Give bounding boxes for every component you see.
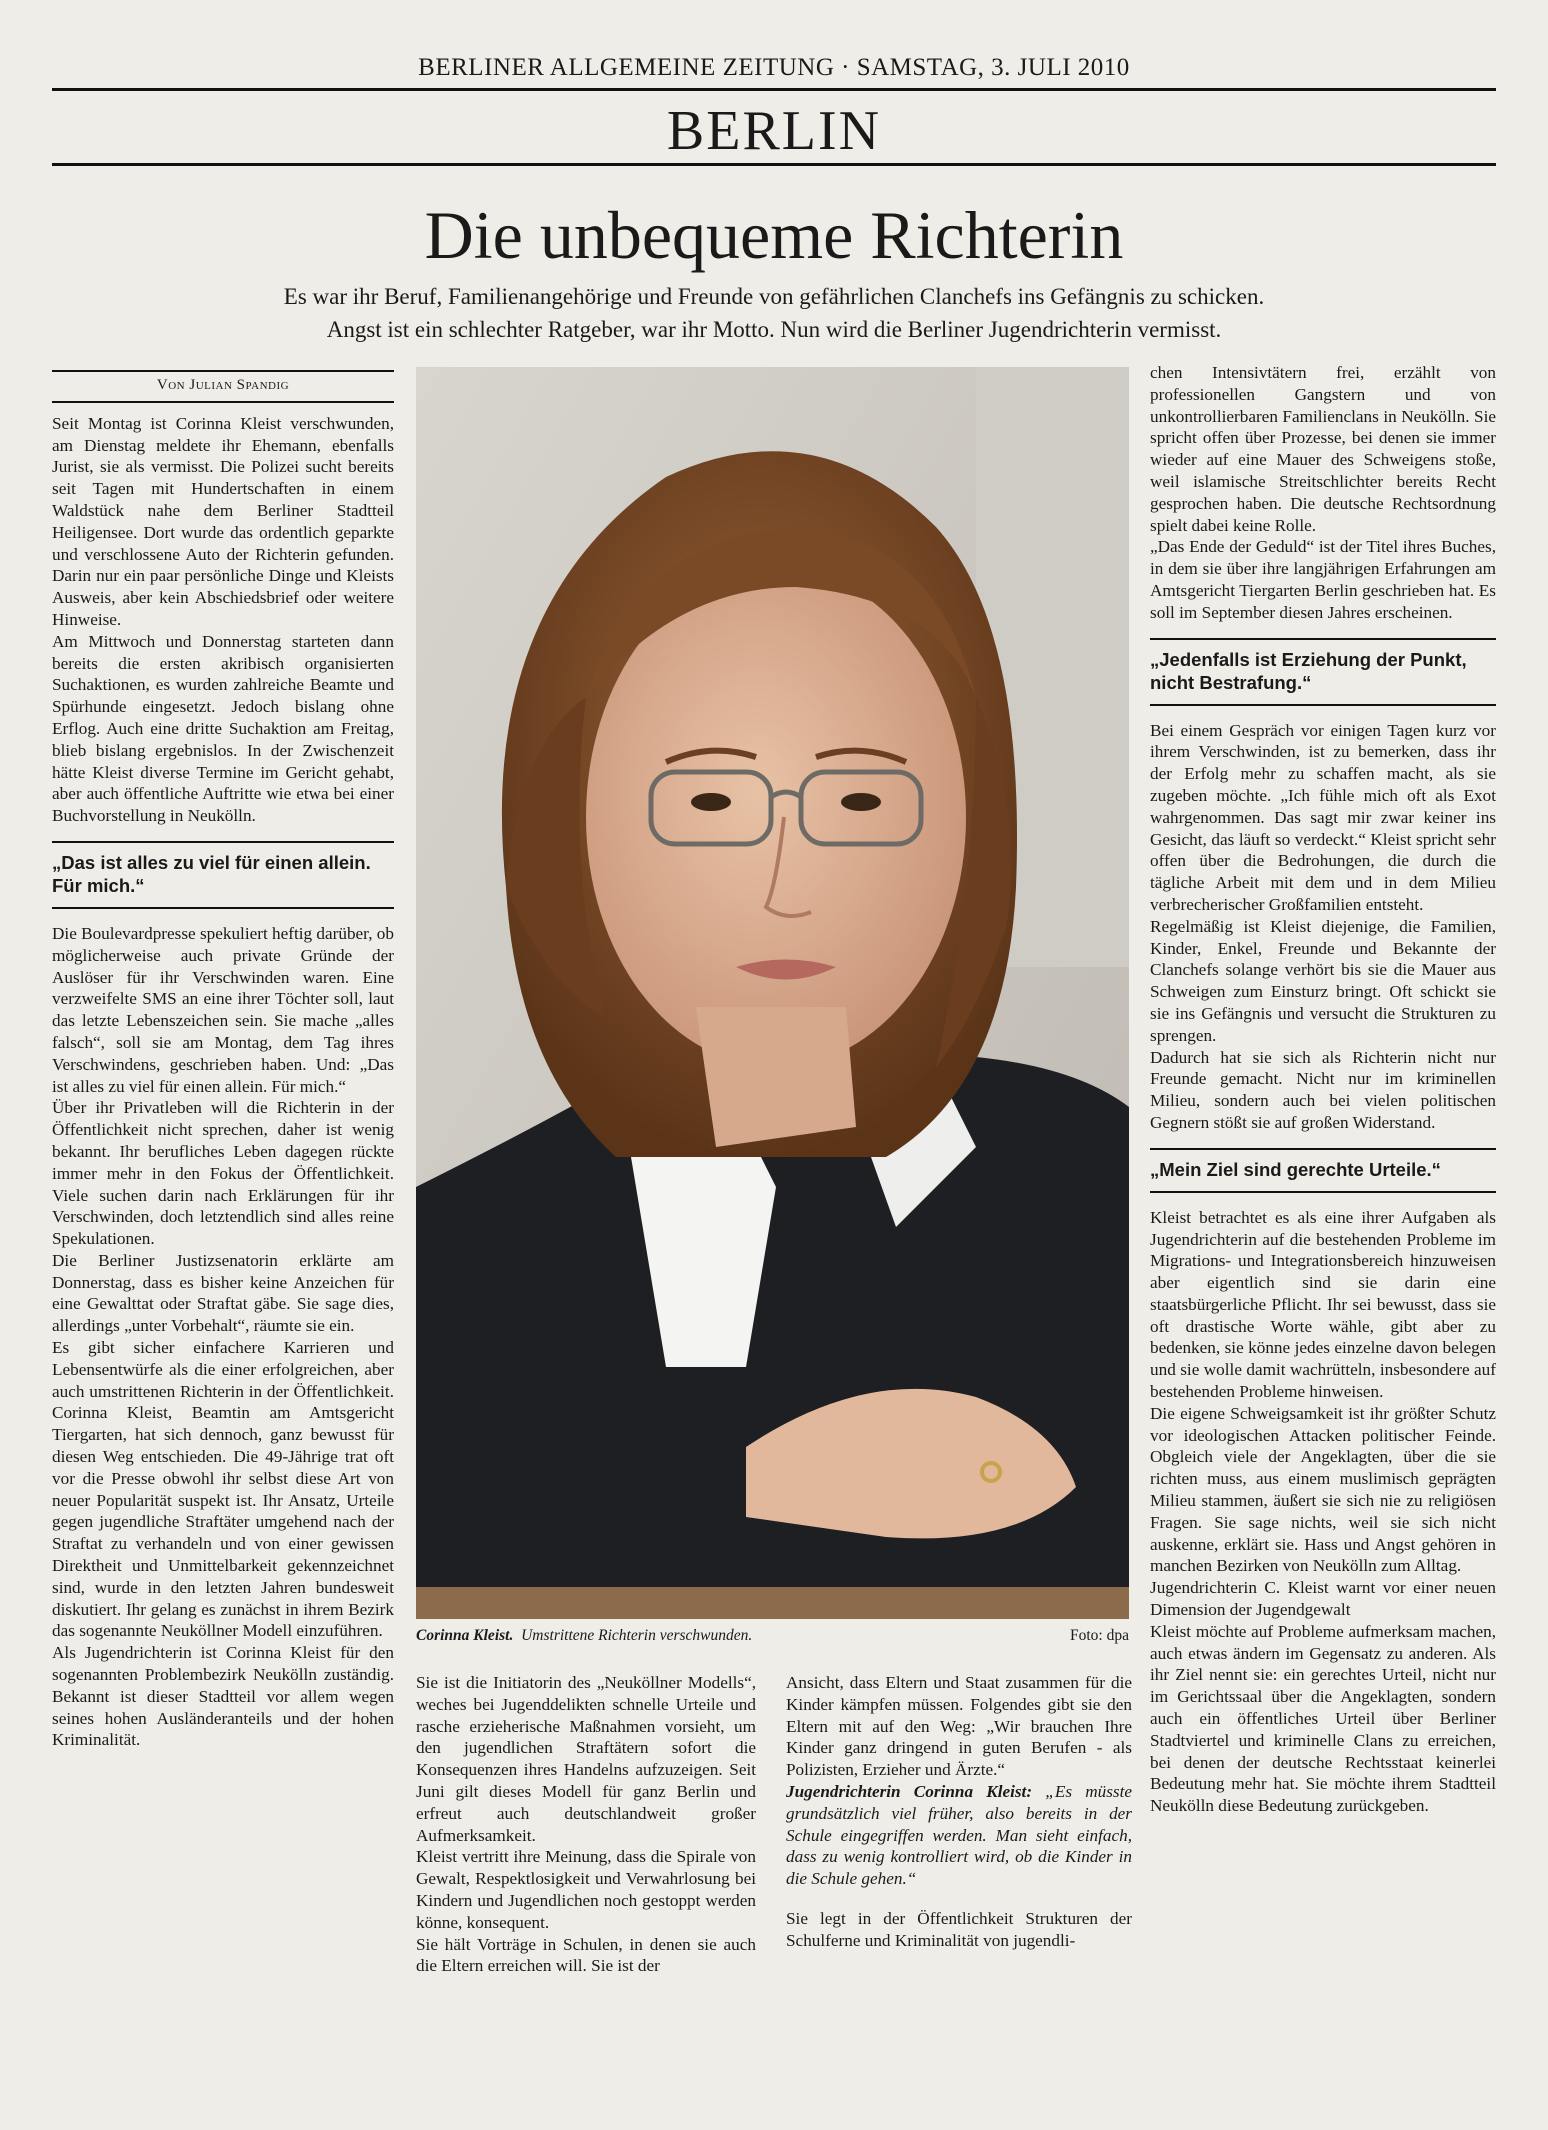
paragraph: Ansicht, dass Eltern und Staat zusammen für die Kinder kämpfen müssen. Folgendes gibt sie den Eltern mit auf den Weg: „Wir brauchen Ihre Kinder ganz dringend in guten Berufen - als Polizisten, Erzieher und Ärzte.“ [786,1673,1132,1780]
paragraph: Dadurch hat sie sich als Richterin nicht nur Freunde gemacht. Nicht nur im kriminellen Milieu, sondern auch bei vielen politischen Gegnern stößt sie auf großen Widerstand. [1150,1047,1496,1132]
paragraph: Sie legt in der Öffentlichkeit Strukturen der Schulferne und Kriminalität von jugendli- [786,1908,1132,1950]
photo-caption [416,1627,1129,1645]
caption-description: Umstrittene Richterin verschwunden. [521,1627,753,1644]
portrait-photo [416,367,1129,1619]
deck-line: Angst ist ein schlechter Ratgeber, war ihr Motto. Nun wird die Berliner Jugendrichterin vermisst. [326,317,1222,342]
paragraph: Regelmäßig ist Kleist diejenige, die Familien, Kinder, Enkel, Freunde und Bekannte der Clanchefs solange verhört bis sie die Mauer aus Schweigen zum Einsturz bringt. Oft schickt sie sie ins Gefängnis und versucht die Strukturen zu sprengen. [1150,916,1496,1045]
photo-credit: Foto: dpa [1070,1627,1129,1644]
article-column-2b [786,1672,1132,1952]
section-title: BERLIN [666,100,882,162]
paragraph: Kleist betrachtet es als eine ihrer Aufgaben als Jugendrichterin auf die bestehenden Probleme im Migrations- und Integrationsbereich hinzuweisen aber eigentlich sind sie darin eine staatsbürgerliche Pflicht. Ihr sei bewusst, dass sie oft drastische Worte wähle, gibt aber zu bedenken, sie könne jedes einzelne davon belegen und sie wolle damit wachrütteln, insbesondere auf bestehenden Probleme hinweisen. [1150,1207,1496,1402]
article-column-1 [52,370,394,1751]
quote-paragraph [786,1781,1132,1890]
paragraph: Kleist möchte auf Probleme aufmerksam machen, auch etwas ändern im Gegensatz zu anderen. Als ihr Ziel nennt sie: ein gerechtes Urteil, nicht nur im Gerichtssaal über die Angeklagten, sondern auch ein öffentliches Urteil über Berliner Stadtviertel und kriminelle Clans zu erreichen, bei denen der deutsche Rechtsstaat keinerlei Bedeutung mehr hat. Sie möchte ihrem Stadtteil Neukölln diese Bedeutung zurückgeben. [1150,1621,1496,1816]
paragraph: Jugendrichterin C. Kleist warnt vor einer neuen Dimension der Jugendgewalt [1150,1578,1496,1620]
paragraph: „Das Ende der Geduld“ ist der Titel ihres Buches, in dem sie über ihre langjährigen Erfahrungen am Amtsgericht Tiergarten Berlin geschrieben hat. Es soll im September diesen Jahres erscheinen. [1150,537,1496,622]
byline: Von Julian Spandig [52,370,394,403]
paragraph: Die Boulevardpresse spekuliert heftig darüber, ob möglicherweise auch private Gründe der Auslöser für ihr Verschwinden waren. Eine verzweifelte SMS an eine ihrer Töchter soll, laut das letzte Lebenszeichen sein. Sie mache „alles falsch“, soll sie am Montag, dem Tag ihres Verschwindens, geschrieben haben. Und: „Das ist alles zu viel für einen allein. Für mich.“ [52,923,394,1096]
caption-name: Corinna Kleist. [416,1627,514,1644]
paragraph: Die eigene Schweigsamkeit ist ihr größter Schutz vor ideologischen Attacken politischer Feinde. Obgleich viele der Angeklagten, über die sie richten muss, aus einem muslimisch geprägten Milieu stammen, äußert sie sich nie zu religiösen Fragen. Sie sage nichts, weil sie sich nicht auskenne, erklärt sie. Hass und Angst gehören in manchen Bezirken von Neukölln zum Alltag. [1150,1403,1496,1576]
deck [52,280,1496,346]
deck-line: Es war ihr Beruf, Familienangehörige und Freunde von gefährlichen Clanchefs ins Gefängnis zu schicken. [283,284,1265,309]
headline: Die unbequeme Richterin [424,197,1124,273]
paragraph: Über ihr Privatleben will die Richterin in der Öffentlichkeit nicht sprechen, daher ist wenig bekannt. Ihr berufliches Leben dagegen rückte immer mehr in den Fokus der Öffentlichkeit. Viele suchen darin nach Erklärungen für ihr Verschwinden, doch letztendlich sind alles reine Spekulationen. [52,1098,394,1249]
pull-quote: „Mein Ziel sind gerechte Urteile.“ [1150,1148,1496,1193]
quote-lead: Jugendrichterin Corinna Kleist: [786,1781,1033,1801]
portrait-illustration [416,367,1129,1619]
paragraph: Sie hält Vorträge in Schulen, in denen sie auch die Eltern erreichen will. Sie ist der [416,1934,756,1976]
quote-text: „Es müsste grundsätzlich viel früher, also bereits in der Schule eingegriffen werden. Man sieht einfach, dass zu wenig kontrolliert wird, ob die Kinder in die Schule gehen.“ [786,1781,1132,1889]
paragraph: Sie ist die Initiatorin des „Neuköllner Modells“, weches bei Jugenddelikten schnelle Urteile und rasche erzieherische Maßnahmen vorsieht, um den jugendlichen Straftätern sofort die Konsequenzen ihres Handelns aufzuzeigen. Seit Juni gilt dieses Modell für ganz Berlin und erfreut auch deutschlandweit großer Aufmerksamkeit. [416,1673,756,1845]
masthead: BERLINER ALLGEMEINE ZEITUNG · SAMSTAG, 3. JULI 2010 [418,54,1130,81]
caption-text [416,1627,752,1645]
paragraph: Am Mittwoch und Donnerstag starteten dann bereits die ersten akribisch organisierten Suchaktionen, es wurden zahlreiche Beamte und Spürhunde eingesetzt. Jedoch bislang ohne Erflog. Auch eine dritte Suchaktion am Freitag, blieb bislang ergebnislos. In der Zwischenzeit hätte Kleist diverse Termine im Gericht gehabt, aber auch öffentliche Auftritte wie etwa bei einer Buchvorstellung in Neukölln. [52,631,394,826]
paragraph: Seit Montag ist Corinna Kleist verschwunden, am Dienstag meldete ihr Ehemann, ebenfalls Jurist, sie als vermisst. Die Polizei sucht bereits seit Tagen mit Hundertschaften in einem Waldstück nahe dem Berliner Stadtteil Heiligensee. Dort wurde das ordentlich geparkte und verschlossene Auto der Richterin gefunden. Darin nur ein paar persönliche Dinge und Kleists Ausweis, aber kein Abschiedsbrief oder weitere Hinweise. [52,413,394,629]
masthead-rule [52,88,1496,91]
paragraph: Es gibt sicher einfachere Karrieren und Lebensentwürfe als die einer erfolgreichen, aber auch umstrittenen Richterin in der Öffentlichkeit. Corinna Kleist, Beamtin am Amtsgericht Tiergarten, hat sich dennoch, ganz bewusst für diesen Weg entschieden. Die 49-Jährige trat oft vor die Presse obwohl ihr selbst diese Art von neuer Popularität suspekt ist. Ihr Ansatz, Urteile gegen jugendliche Straftäter umgehend nach der Straftat zu verhandeln und von einer gewissen Direktheit und Unmittelbarkeit gekennzeichnet sind, wurde in den letzten Jahren bundesweit diskutiert. Ihr gelang es zunächst in ihrem Bezirk das sogenannte Neuköllner Modell einzuführen. [52,1338,394,1641]
paragraph: Als Jugendrichterin ist Corinna Kleist für den sogenannten Problembezirk Neukölln zuständig. Bekannt ist dieser Stadtteil vor allem wegen seines hohen Ausländeranteils und der hohen Kriminalität. [52,1643,394,1750]
paragraph: chen Intensivtätern frei, erzählt von professionellen Gangstern und von unkontrollierbaren Familienclans in Neukölln. Sie spricht offen über Prozesse, bei denen sie immer wieder auf eine Mauer des Schweigens stoße, weil islamische Streitschlichter bereits Recht gesprochen haben. Die deutsche Rechtsordnung spielt dabei keine Rolle. [1150,363,1496,535]
paragraph: Bei einem Gespräch vor einigen Tagen kurz vor ihrem Verschwinden, ist zu bemerken, dass ihr der Erfolg mehr zu schaffen macht, als sie zugeben möchte. „Ich fühle mich oft als Exot wahrgenommen. Das sagt mir zwar keiner ins Gesicht, das läuft so verdeckt.“ Kleist spricht sehr offen über die Bedrohungen, die durch die tägliche Arbeit mit dem und in dem Milieu verbrecherischer Großfamilien entsteht. [1150,720,1496,914]
pull-quote: „Das ist alles zu viel für einen allein. Für mich.“ [52,841,394,909]
section-rule [52,163,1496,166]
paragraph: Die Berliner Justizsenatorin erklärte am Donnerstag, dass es bisher keine Anzeichen für eine Gewalttat oder Straftat gäbe. Sie sage dies, allerdings „unter Vorbehalt“, räumte sie ein. [52,1250,394,1336]
pull-quote: „Jedenfalls ist Erziehung der Punkt, nicht Bestrafung.“ [1150,638,1496,706]
article-column-2a [416,1672,756,1977]
article-column-3 [1150,362,1496,1817]
paragraph: Kleist vertritt ihre Meinung, dass die Spirale von Gewalt, Respektlosigkeit und Verwahrlosung bei Kindern und Jugendlichen noch gestoppt werden könne, konsequent. [416,1847,756,1932]
